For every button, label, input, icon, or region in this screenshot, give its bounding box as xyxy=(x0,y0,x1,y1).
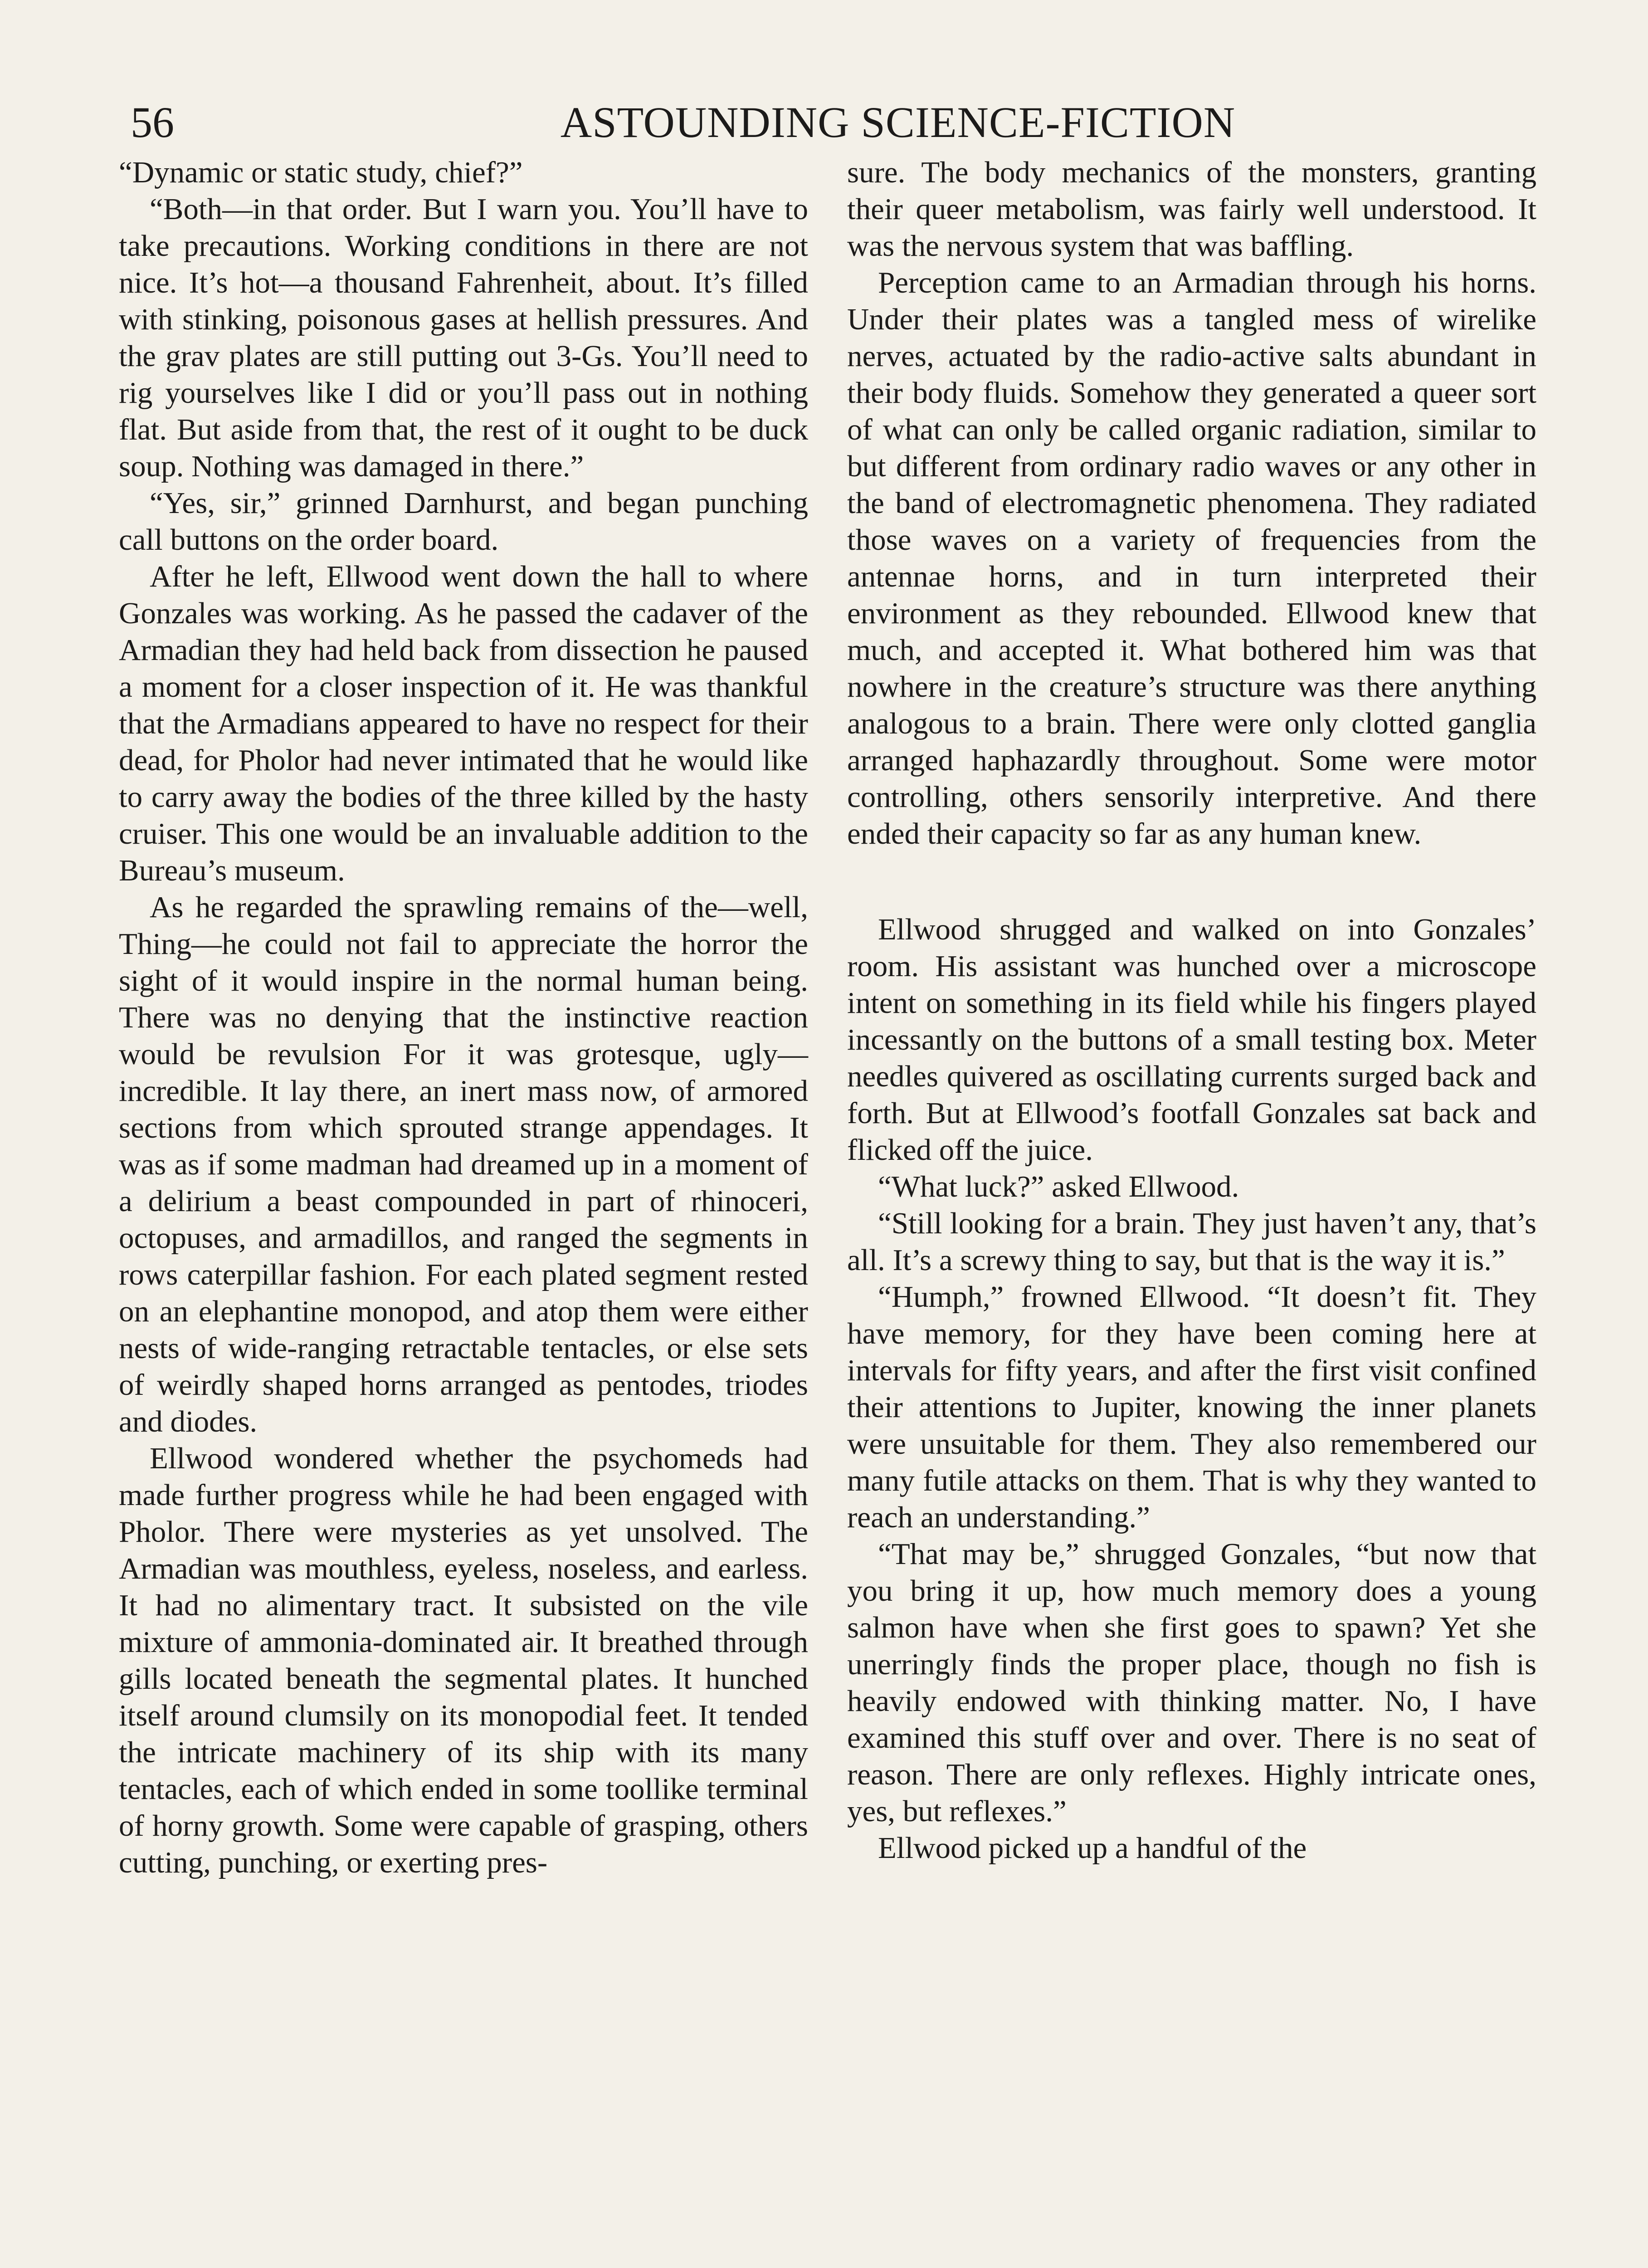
left-column xyxy=(119,154,808,1881)
right-column xyxy=(847,154,1536,1867)
paragraph: Ellwood picked up a handful of the xyxy=(878,1831,1307,1865)
paragraph: “Both—in that order. But I warn you. You’ll have to take precautions. Working conditions in there are not nice. It’s hot—a thousand Fahrenheit, about. It’s filled with stinking, poisonous gases at hellish pressures. And the grav plates are still putting out 3-Gs. You’ll need to rig yourselves like I did or you’ll pass out in nothing flat. But aside from that, the rest of it ought to be duck soup. Nothing was damaged in there.” xyxy=(119,192,808,483)
section-break xyxy=(847,852,1536,911)
paragraph: “Dynamic or static study, chief?” xyxy=(119,156,523,189)
paragraph: Ellwood shrugged and walked on into Gonzales’ room. His assistant was hunched over a microscope intent on something in its field while his fingers played incessantly on the buttons of a small testing box. Meter needles quivered as oscillating currents surged back and forth. But at Ellwood’s footfall Gonzales sat back and flicked off the juice. xyxy=(847,913,1536,1167)
paragraph: “Still looking for a brain. They just haven’t any, that’s all. It’s a screwy thing to say, but that is the way it is.” xyxy=(847,1207,1536,1277)
paragraph: sure. The body mechanics of the monsters, granting their queer metabolism, was fairly well understood. It was the nervous system that was baffling. xyxy=(847,156,1536,263)
page-number: 56 xyxy=(131,98,174,147)
paragraph: “Yes, sir,” grinned Darnhurst, and began punching call buttons on the order board. xyxy=(119,486,808,557)
magazine-title: ASTOUNDING SCIENCE-FICTION xyxy=(560,98,1236,147)
paragraph: “What luck?” asked Ellwood. xyxy=(878,1170,1239,1203)
paragraph: As he regarded the sprawling remains of the—well, Thing—he could not fail to appreciate the horror the sight of it would inspire in the normal human being. There was no denying that the instinctive reaction would be revulsion For it was grotesque, ugly—incredible. It lay there, an inert mass now, of armored sections from which sprouted strange appendages. It was as if some madman had dreamed up in a moment of a delirium a beast compounded in part of rhinoceri, octopuses, and armadillos, and ranged the segments in rows caterpillar fashion. For each plated segment rested on an elephantine monopod, and atop them were either nests of wide-ranging retractable tentacles, or else sets of weirdly shaped horns arranged as pentodes, triodes and diodes. xyxy=(119,890,808,1438)
paragraph: Perception came to an Armadian through his horns. Under their plates was a tangled mess of wirelike nerves, actuated by the radio-active salts abundant in their body fluids. Somehow they generated a queer sort of what can only be called organic radiation, similar to but different from ordinary radio waves or any other in the band of electromagnetic phenomena. They radiated those waves on a variety of frequencies from the antennae horns, and in turn interpreted their environment as they rebounded. Ellwood knew that much, and accepted it. What bothered him was that nowhere in the creature’s structure was there anything analogous to a brain. There were only clotted ganglia arranged haphazardly throughout. Some were motor controlling, others sensorily interpretive. And there ended their capacity so far as any human knew. xyxy=(847,266,1536,850)
paragraph: “Humph,” frowned Ellwood. “It doesn’t fit. They have memory, for they have been coming here at intervals for fifty years, and after the first visit confined their attentions to Jupiter, knowing the inner planets were unsuitable for them. They also remembered our many futile attacks on them. That is why they wanted to reach an understanding.” xyxy=(847,1280,1536,1534)
paragraph: “That may be,” shrugged Gonzales, “but now that you bring it up, how much memory does a young salmon have when she first goes to spawn? Yet she unerringly finds the proper place, though no fish is heavily endowed with thinking matter. No, I have examined this stuff over and over. There is no seat of reason. There are only reflexes. Highly intricate ones, yes, but reflexes.” xyxy=(847,1537,1536,1828)
paragraph: Ellwood wondered whether the psychomeds had made further progress while he had been engaged with Pholor. There were mysteries as yet unsolved. The Armadian was mouthless, eyeless, noseless, and earless. It had no alimentary tract. It subsisted on the vile mixture of ammonia-dominated air. It breathed through gills located beneath the segmental plates. It hunched itself around clumsily on its monopodial feet. It tended the intricate machinery of its ship with its many tentacles, each of which ended in some toollike terminal of horny growth. Some were capable of grasping, others cutting, punching, or exerting pres- xyxy=(119,1442,808,1879)
paragraph: After he left, Ellwood went down the hall to where Gonzales was working. As he passed the cadaver of the Armadian they had held back from dissection he paused a moment for a closer inspection of it. He was thankful that the Armadians appeared to have no respect for their dead, for Pholor had never intimated that he would like to carry away the bodies of the three killed by the hasty cruiser. This one would be an invaluable addition to the Bureau’s museum. xyxy=(119,560,808,887)
